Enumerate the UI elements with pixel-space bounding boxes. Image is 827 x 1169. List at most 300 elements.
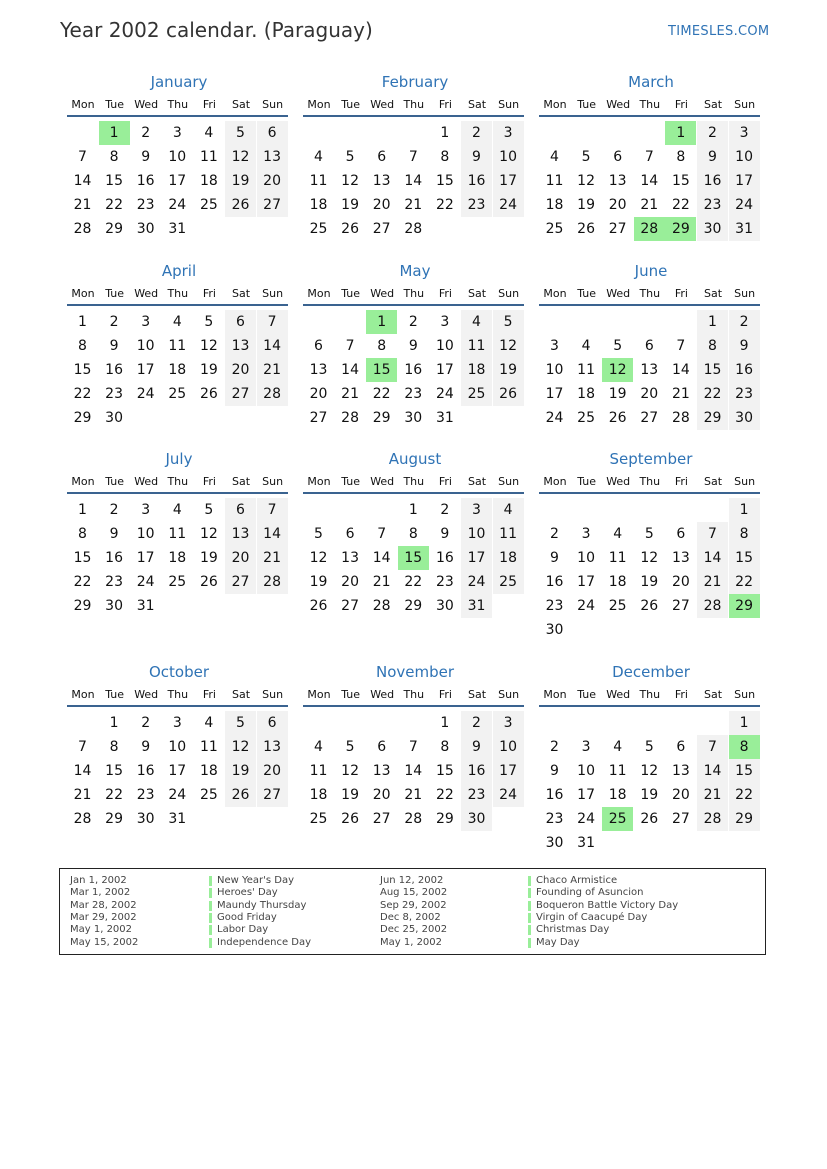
- day-cell: 3: [440, 314, 450, 330]
- weekday-label: Thu: [639, 98, 661, 111]
- weekday-label: Wed: [370, 688, 395, 701]
- month-name: January: [150, 73, 208, 91]
- day-cell: 20: [341, 574, 359, 590]
- weekday-header: [303, 475, 527, 489]
- day-cell: 4: [314, 149, 323, 165]
- day-cell: 19: [199, 550, 218, 566]
- day-cell: 7: [377, 526, 387, 542]
- weekday-header: [539, 688, 763, 702]
- weekday-label: Tue: [341, 475, 360, 488]
- holiday-marker: [528, 913, 531, 923]
- weekday-label: Sat: [231, 475, 251, 488]
- day-cell: 17: [545, 386, 564, 402]
- weekday-label: Mon: [307, 287, 331, 300]
- day-cell: 2: [141, 715, 151, 731]
- day-cell: 14: [671, 362, 690, 378]
- day-cell: 14: [73, 763, 92, 779]
- day-cell: 17: [577, 574, 595, 590]
- weekend-day-cell: 29: [729, 807, 760, 831]
- weekend-day-cell: 8: [729, 522, 760, 546]
- day-cell: 14: [404, 173, 423, 189]
- day-cell: 1: [78, 314, 87, 330]
- day-cell: 7: [676, 338, 686, 354]
- weekday-label: Sat: [703, 688, 723, 701]
- day-cell: 21: [671, 386, 690, 402]
- weekday-label: Mon: [71, 688, 95, 701]
- weekend-day-cell: 21: [257, 358, 288, 382]
- month-divider: [67, 492, 288, 494]
- day-cell: 4: [204, 715, 214, 731]
- weekday-label: Wed: [370, 287, 395, 300]
- weekday-label: Tue: [105, 287, 124, 300]
- day-cell: 23: [105, 386, 123, 402]
- holiday-legend: [59, 868, 766, 955]
- weekend-day-cell: 14: [697, 546, 728, 570]
- day-cell: 28: [372, 598, 391, 614]
- day-cell: 4: [581, 338, 591, 354]
- day-cell: 29: [404, 598, 423, 614]
- holiday-day-cell: 25: [602, 807, 633, 831]
- legend-holiday-name: Chaco Armistice: [536, 875, 618, 886]
- weekday-label: Sun: [262, 287, 284, 300]
- day-cell: 17: [435, 362, 454, 378]
- day-cell: 23: [435, 574, 454, 590]
- legend-date: May 15, 2002: [70, 936, 139, 948]
- day-cell: 9: [550, 550, 559, 566]
- day-cell: 21: [372, 574, 391, 590]
- month-name: August: [388, 450, 442, 468]
- day-cell: 18: [309, 197, 328, 213]
- day-cell: 17: [168, 763, 187, 779]
- weekday-label: Fri: [438, 475, 452, 488]
- weekend-day-cell: 14: [257, 522, 288, 546]
- day-cell: 8: [440, 739, 450, 755]
- weekend-day-cell: 19: [493, 358, 524, 382]
- day-cell: 2: [440, 502, 450, 518]
- weekday-label: Fri: [674, 688, 688, 701]
- day-cell: 30: [435, 598, 454, 614]
- holiday-marker: [209, 888, 212, 898]
- weekday-label: Fri: [202, 98, 216, 111]
- weekday-header: [539, 475, 763, 489]
- weekend-day-cell: 5: [493, 310, 524, 334]
- day-cell: 8: [676, 149, 686, 165]
- legend-date: Dec 25, 2002: [380, 924, 448, 936]
- weekend-day-cell: 12: [493, 334, 524, 358]
- weekday-header: [67, 98, 291, 112]
- weekend-day-cell: 4: [461, 310, 492, 334]
- month-divider: [303, 115, 524, 117]
- day-cell: 10: [136, 526, 155, 542]
- day-cell: 8: [440, 149, 450, 165]
- weekend-day-cell: 21: [697, 783, 728, 807]
- day-cell: 7: [644, 149, 654, 165]
- day-cell: 12: [199, 338, 218, 354]
- day-cell: 16: [136, 173, 155, 189]
- holiday-day-cell: 1: [366, 310, 397, 334]
- weekend-day-cell: 11: [461, 334, 492, 358]
- weekday-label: Wed: [370, 98, 395, 111]
- day-cell: 20: [309, 386, 328, 402]
- weekend-day-cell: 3: [461, 498, 492, 522]
- day-cell: 25: [545, 221, 564, 237]
- weekend-day-cell: 15: [729, 759, 760, 783]
- day-cell: 25: [577, 410, 595, 426]
- weekend-day-cell: 14: [697, 759, 728, 783]
- legend-holiday-name: Virgin of Caacupé Day: [536, 911, 648, 923]
- day-cell: 22: [435, 787, 454, 803]
- day-cell: 13: [608, 173, 627, 189]
- weekday-label: Mon: [307, 98, 331, 111]
- day-cell: 8: [408, 526, 418, 542]
- legend-holiday-name: Christmas Day: [536, 924, 610, 936]
- month-name: May: [399, 262, 431, 280]
- weekday-label: Sun: [498, 98, 520, 111]
- day-cell: 27: [671, 811, 690, 827]
- day-cell: 10: [577, 550, 595, 566]
- legend-date: May 1, 2002: [380, 936, 443, 948]
- weekend-day-cell: 17: [493, 759, 524, 783]
- weekday-label: Sat: [703, 287, 723, 300]
- weekend-day-cell: 18: [461, 358, 492, 382]
- day-cell: 10: [435, 338, 454, 354]
- day-cell: 20: [671, 574, 690, 590]
- day-cell: 28: [404, 221, 423, 237]
- day-cell: 16: [545, 787, 564, 803]
- weekday-label: Mon: [71, 475, 95, 488]
- legend-date: Dec 8, 2002: [380, 911, 441, 923]
- weekday-label: Sat: [467, 688, 487, 701]
- weekday-label: Sat: [231, 287, 251, 300]
- weekend-day-cell: 1: [697, 310, 728, 334]
- weekend-day-cell: 28: [697, 807, 728, 831]
- weekday-label: Tue: [341, 688, 360, 701]
- day-cell: 11: [168, 526, 187, 542]
- weekday-label: Tue: [341, 98, 360, 111]
- day-cell: 29: [105, 221, 123, 237]
- month-divider: [303, 304, 524, 306]
- day-cell: 22: [404, 574, 423, 590]
- weekday-label: Sun: [262, 688, 284, 701]
- day-cell: 14: [404, 763, 423, 779]
- day-cell: 11: [309, 763, 328, 779]
- day-cell: 11: [168, 338, 187, 354]
- month-name: July: [165, 450, 193, 468]
- weekday-label: Fri: [674, 475, 688, 488]
- weekend-day-cell: 2: [461, 121, 492, 145]
- day-cell: 22: [73, 386, 92, 402]
- day-cell: 17: [136, 550, 155, 566]
- day-cell: 19: [309, 574, 328, 590]
- weekend-day-cell: 10: [493, 735, 524, 759]
- weekend-day-cell: 7: [697, 522, 728, 546]
- holiday-marker: [209, 876, 212, 886]
- month-name: October: [148, 663, 210, 681]
- legend-date: Sep 29, 2002: [380, 899, 447, 911]
- weekday-label: Mon: [71, 287, 95, 300]
- weekday-label: Mon: [543, 287, 567, 300]
- weekend-day-cell: 2: [729, 310, 760, 334]
- weekday-label: Thu: [167, 287, 189, 300]
- day-cell: 24: [545, 410, 564, 426]
- brand-link[interactable]: TIMESLES.COM: [668, 24, 770, 39]
- weekday-label: Thu: [167, 688, 189, 701]
- day-cell: 18: [608, 787, 627, 803]
- weekend-day-cell: 7: [697, 735, 728, 759]
- weekend-day-cell: 9: [697, 145, 728, 169]
- day-cell: 2: [109, 502, 119, 518]
- day-cell: 31: [577, 835, 595, 851]
- month-divider: [539, 115, 760, 117]
- legend-holiday-name: Good Friday: [217, 911, 277, 923]
- weekday-label: Tue: [577, 287, 596, 300]
- weekend-day-cell: 26: [493, 382, 524, 406]
- day-cell: 3: [581, 739, 591, 755]
- day-cell: 1: [109, 715, 119, 731]
- weekend-day-cell: 20: [257, 169, 288, 193]
- weekend-day-cell: 3: [493, 121, 524, 145]
- weekend-day-cell: 27: [257, 783, 288, 807]
- day-cell: 15: [671, 173, 690, 189]
- day-cell: 9: [440, 526, 450, 542]
- day-cell: 11: [309, 173, 328, 189]
- day-cell: 2: [141, 125, 151, 141]
- month-divider: [67, 705, 288, 707]
- weekend-day-cell: 2: [697, 121, 728, 145]
- weekend-day-cell: 6: [225, 310, 256, 334]
- holiday-day-cell: 29: [729, 594, 760, 618]
- day-cell: 7: [408, 149, 418, 165]
- weekend-day-cell: 30: [697, 217, 728, 241]
- holiday-day-cell: 12: [602, 358, 633, 382]
- weekend-day-cell: 27: [257, 193, 288, 217]
- month-name: March: [628, 73, 674, 91]
- legend-holiday-name: Maundy Thursday: [217, 899, 307, 911]
- weekend-day-cell: 26: [225, 783, 256, 807]
- day-cell: 18: [168, 550, 187, 566]
- weekend-day-cell: 9: [461, 145, 492, 169]
- day-cell: 24: [577, 811, 595, 827]
- weekend-day-cell: 23: [729, 382, 760, 406]
- weekend-day-cell: 16: [729, 358, 760, 382]
- weekday-label: Thu: [167, 475, 189, 488]
- weekday-label: Fri: [438, 98, 452, 111]
- day-cell: 8: [78, 338, 87, 354]
- weekday-label: Sun: [734, 98, 756, 111]
- weekday-label: Thu: [639, 688, 661, 701]
- day-cell: 4: [550, 149, 559, 165]
- weekday-label: Sun: [734, 475, 756, 488]
- day-cell: 14: [341, 362, 359, 378]
- weekend-day-cell: 27: [225, 382, 256, 406]
- day-cell: 18: [577, 386, 595, 402]
- weekend-day-cell: 15: [729, 546, 760, 570]
- day-cell: 5: [204, 314, 214, 330]
- day-cell: 22: [105, 787, 123, 803]
- day-cell: 20: [372, 787, 391, 803]
- day-cell: 11: [577, 362, 595, 378]
- day-cell: 18: [309, 787, 328, 803]
- day-cell: 14: [640, 173, 659, 189]
- day-cell: 22: [671, 197, 690, 213]
- weekday-label: Thu: [403, 688, 425, 701]
- holiday-marker: [209, 901, 212, 911]
- day-cell: 8: [78, 526, 87, 542]
- day-cell: 24: [136, 574, 155, 590]
- weekday-label: Wed: [134, 475, 159, 488]
- weekday-label: Sun: [262, 475, 284, 488]
- weekday-label: Tue: [577, 475, 596, 488]
- legend-holiday-name: Heroes' Day: [217, 887, 278, 899]
- day-cell: 15: [73, 550, 92, 566]
- day-cell: 24: [577, 598, 595, 614]
- day-cell: 24: [168, 197, 187, 213]
- day-cell: 23: [136, 787, 155, 803]
- day-cell: 4: [172, 314, 182, 330]
- holiday-marker: [528, 938, 531, 948]
- day-cell: 1: [408, 502, 418, 518]
- day-cell: 3: [581, 526, 591, 542]
- weekend-day-cell: 18: [493, 546, 524, 570]
- weekend-day-cell: 28: [257, 570, 288, 594]
- day-cell: 6: [644, 338, 654, 354]
- day-cell: 3: [172, 715, 182, 731]
- weekend-day-cell: 16: [697, 169, 728, 193]
- weekend-day-cell: 3: [493, 711, 524, 735]
- day-cell: 25: [199, 787, 218, 803]
- weekday-label: Wed: [606, 688, 631, 701]
- day-cell: 16: [136, 763, 155, 779]
- day-cell: 19: [640, 574, 659, 590]
- day-cell: 19: [199, 362, 218, 378]
- day-cell: 4: [314, 739, 323, 755]
- weekend-day-cell: 5: [225, 711, 256, 735]
- month-divider: [539, 492, 760, 494]
- weekday-header: [67, 287, 291, 301]
- weekend-day-cell: 27: [225, 570, 256, 594]
- day-cell: 15: [435, 173, 454, 189]
- day-cell: 13: [640, 362, 659, 378]
- day-cell: 2: [109, 314, 119, 330]
- day-cell: 28: [671, 410, 690, 426]
- day-cell: 30: [105, 410, 123, 426]
- day-cell: 29: [372, 410, 391, 426]
- day-cell: 28: [404, 811, 423, 827]
- day-cell: 16: [435, 550, 454, 566]
- day-cell: 15: [105, 173, 123, 189]
- day-cell: 10: [168, 739, 187, 755]
- day-cell: 5: [581, 149, 591, 165]
- day-cell: 8: [377, 338, 387, 354]
- legend-date: Jan 1, 2002: [70, 875, 127, 886]
- day-cell: 22: [372, 386, 391, 402]
- day-cell: 4: [172, 502, 182, 518]
- weekday-label: Tue: [577, 98, 596, 111]
- day-cell: 2: [550, 526, 559, 542]
- weekend-day-cell: 11: [493, 522, 524, 546]
- weekday-label: Sun: [498, 475, 520, 488]
- day-cell: 5: [345, 149, 355, 165]
- day-cell: 21: [404, 787, 423, 803]
- day-cell: 25: [168, 574, 187, 590]
- day-cell: 27: [341, 598, 359, 614]
- legend-date: Aug 15, 2002: [380, 887, 448, 899]
- weekday-label: Sun: [734, 688, 756, 701]
- day-cell: 7: [78, 739, 87, 755]
- legend-holiday-name: Labor Day: [217, 924, 269, 936]
- day-cell: 22: [105, 197, 123, 213]
- day-cell: 21: [341, 386, 359, 402]
- day-cell: 27: [372, 221, 391, 237]
- day-cell: 29: [73, 598, 92, 614]
- legend-holiday-name: New Year's Day: [217, 875, 295, 886]
- weekday-label: Mon: [71, 98, 95, 111]
- weekend-day-cell: 15: [697, 358, 728, 382]
- weekday-label: Wed: [606, 475, 631, 488]
- day-cell: 10: [168, 149, 187, 165]
- day-cell: 20: [640, 386, 659, 402]
- weekend-day-cell: 29: [697, 406, 728, 430]
- weekend-day-cell: 17: [493, 169, 524, 193]
- day-cell: 6: [676, 739, 686, 755]
- day-cell: 23: [105, 574, 123, 590]
- legend-holiday-name: Founding of Asuncion: [536, 887, 644, 899]
- weekday-label: Sun: [498, 287, 520, 300]
- day-cell: 20: [671, 787, 690, 803]
- legend-holiday-name: Independence Day: [217, 936, 312, 948]
- weekend-day-cell: 10: [461, 522, 492, 546]
- day-cell: 24: [136, 386, 155, 402]
- weekday-header: [67, 688, 291, 702]
- day-cell: 9: [109, 338, 119, 354]
- month-name: December: [612, 663, 690, 681]
- weekday-label: Tue: [105, 98, 124, 111]
- day-cell: 5: [644, 739, 654, 755]
- day-cell: 6: [314, 338, 323, 354]
- day-cell: 21: [640, 197, 659, 213]
- day-cell: 12: [577, 173, 595, 189]
- day-cell: 4: [204, 125, 214, 141]
- day-cell: 19: [608, 386, 627, 402]
- weekend-day-cell: 13: [225, 522, 256, 546]
- weekday-label: Fri: [202, 475, 216, 488]
- day-cell: 13: [671, 550, 690, 566]
- day-cell: 3: [550, 338, 559, 354]
- day-cell: 5: [314, 526, 323, 542]
- weekend-day-cell: 13: [257, 145, 288, 169]
- weekend-day-cell: 22: [697, 382, 728, 406]
- weekend-day-cell: 16: [461, 169, 492, 193]
- holiday-marker: [528, 888, 531, 898]
- weekend-day-cell: 19: [225, 169, 256, 193]
- day-cell: 30: [545, 622, 564, 638]
- weekday-label: Wed: [134, 287, 159, 300]
- weekday-label: Fri: [438, 688, 452, 701]
- day-cell: 28: [341, 410, 359, 426]
- day-cell: 4: [613, 526, 623, 542]
- weekday-label: Mon: [307, 688, 331, 701]
- day-cell: 12: [309, 550, 328, 566]
- weekday-label: Tue: [341, 287, 360, 300]
- weekday-label: Wed: [370, 475, 395, 488]
- weekend-day-cell: 12: [225, 735, 256, 759]
- weekday-label: Fri: [674, 98, 688, 111]
- weekend-day-cell: 24: [493, 783, 524, 807]
- weekday-label: Tue: [577, 688, 596, 701]
- weekend-day-cell: 28: [257, 382, 288, 406]
- day-cell: 31: [136, 598, 155, 614]
- day-cell: 6: [613, 149, 623, 165]
